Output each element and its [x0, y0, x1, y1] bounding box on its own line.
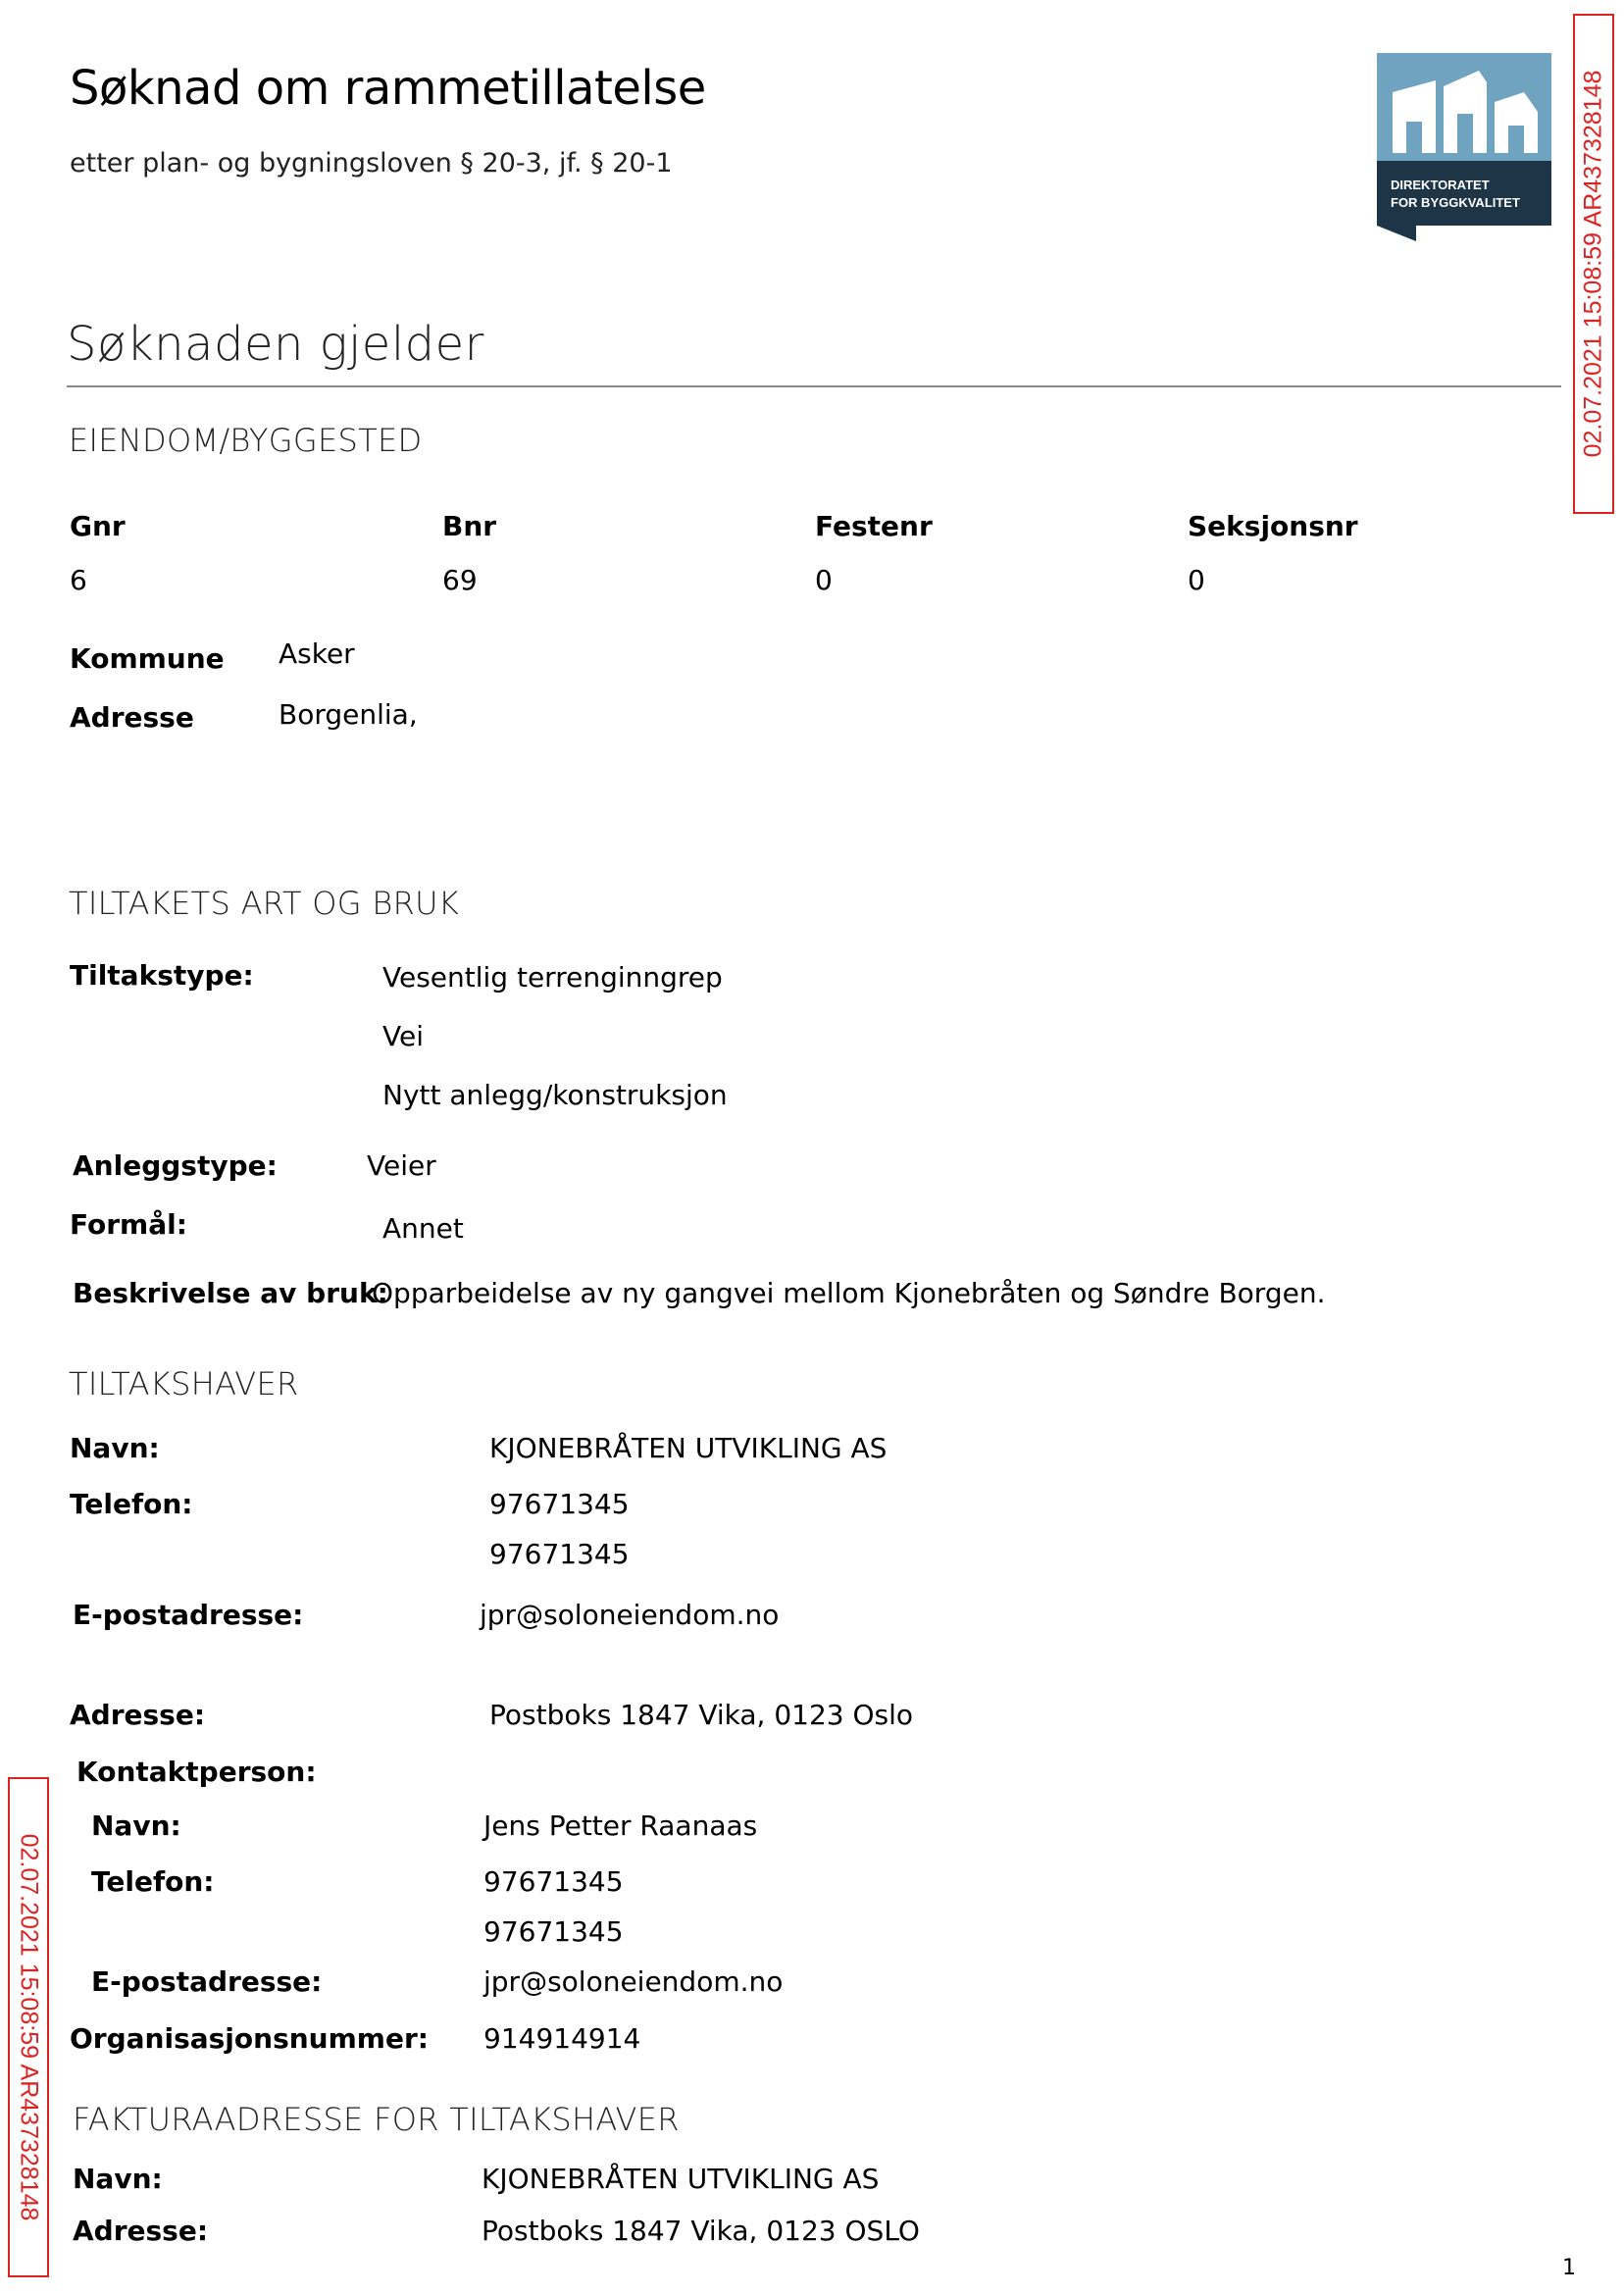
faktura-navn-label: Navn:	[73, 2163, 163, 2195]
bnr-label: Bnr	[442, 510, 497, 542]
anleggstype-value: Veier	[367, 1149, 436, 1182]
eiendom-heading: EIENDOM/BYGGESTED	[69, 422, 423, 459]
tiltakshaver-adresse-value: Postboks 1847 Vika, 0123 Oslo	[489, 1699, 914, 1731]
tiltak-heading: TILTAKETS ART OG BRUK	[69, 885, 460, 922]
tiltakshaver-adresse-label: Adresse:	[70, 1699, 206, 1731]
tiltakshaver-telefon-value: 97671345	[489, 1488, 630, 1520]
faktura-adresse-value: Postboks 1847 Vika, 0123 OSLO	[482, 2215, 920, 2247]
page-number: 1	[1562, 2256, 1576, 2280]
gnr-label: Gnr	[70, 510, 126, 542]
tiltakstype-value: Nytt anlegg/konstruksjon	[382, 1079, 728, 1111]
formal-value: Annet	[382, 1212, 464, 1245]
formal-label: Formål:	[70, 1208, 187, 1241]
orgnr-value: 914914914	[483, 2022, 641, 2055]
stamp-text: 02.07.2021 15:08:59 AR437328148	[15, 1833, 43, 2221]
tiltakstype-value: Vesentlig terrenginngrep	[382, 961, 723, 994]
beskrivelse-label: Beskrivelse av bruk:	[73, 1277, 388, 1309]
stamp-text: 02.07.2021 15:08:59 AR437328148	[1579, 70, 1607, 458]
logo-line1: DIREKTORATET	[1391, 178, 1490, 192]
faktura-adresse-label: Adresse:	[73, 2215, 209, 2247]
gnr-value: 6	[70, 564, 87, 596]
section-divider	[67, 385, 1561, 387]
festenr-value: 0	[815, 564, 833, 596]
tiltakstype-label: Tiltakstype:	[70, 959, 254, 992]
tiltakshaver-navn-value: KJONEBRÅTEN UTVIKLING AS	[489, 1432, 888, 1464]
tiltakstype-value: Vei	[382, 1020, 424, 1052]
tiltakshaver-telefon-value: 97671345	[489, 1538, 630, 1570]
kontakt-epost-label: E-postadresse:	[91, 1965, 323, 1998]
faktura-heading: FAKTURAADRESSE FOR TILTAKSHAVER	[73, 2101, 680, 2138]
kontakt-telefon-value: 97671345	[483, 1915, 624, 1948]
anleggstype-label: Anleggstype:	[73, 1149, 278, 1182]
kontakt-telefon-label: Telefon:	[91, 1865, 215, 1898]
festenr-label: Festenr	[815, 510, 933, 542]
kontakt-navn-value: Jens Petter Raanaas	[483, 1810, 758, 1842]
adresse-label: Adresse	[70, 701, 194, 734]
kontakt-navn-label: Navn:	[91, 1810, 181, 1842]
seksjonsnr-label: Seksjonsnr	[1188, 510, 1358, 542]
tiltakshaver-heading: TILTAKSHAVER	[69, 1365, 299, 1402]
orgnr-label: Organisasjonsnummer:	[70, 2022, 429, 2055]
section-title: Søknaden gjelder	[67, 317, 484, 372]
tiltakshaver-navn-label: Navn:	[70, 1432, 160, 1464]
logo-line2: FOR BYGGKVALITET	[1391, 195, 1520, 210]
faktura-navn-value: KJONEBRÅTEN UTVIKLING AS	[482, 2163, 880, 2195]
tiltakshaver-epost-label: E-postadresse:	[73, 1599, 304, 1631]
tiltakshaver-epost-value: jpr@soloneiendom.no	[480, 1599, 780, 1631]
timestamp-stamp-left	[8, 1777, 49, 2277]
dibk-logo	[1377, 53, 1551, 241]
bnr-value: 69	[442, 564, 478, 596]
document-title: Søknad om rammetillatelse	[70, 61, 706, 116]
kommune-value: Asker	[279, 637, 355, 670]
beskrivelse-value: Opparbeidelse av ny gangvei mellom Kjonebråten og Søndre Borgen.	[372, 1277, 1326, 1309]
adresse-value: Borgenlia,	[279, 698, 418, 731]
dibk-logo-icon	[1377, 53, 1551, 241]
kontaktperson-label: Kontaktperson:	[76, 1756, 317, 1788]
kontakt-epost-value: jpr@soloneiendom.no	[483, 1965, 784, 1998]
document-subtitle: etter plan- og bygningsloven § 20-3, jf. § 20-1	[70, 148, 673, 178]
timestamp-stamp-right	[1573, 14, 1614, 514]
kontakt-telefon-value: 97671345	[483, 1865, 624, 1898]
seksjonsnr-value: 0	[1188, 564, 1205, 596]
tiltakshaver-telefon-label: Telefon:	[70, 1488, 193, 1520]
kommune-label: Kommune	[70, 642, 225, 675]
